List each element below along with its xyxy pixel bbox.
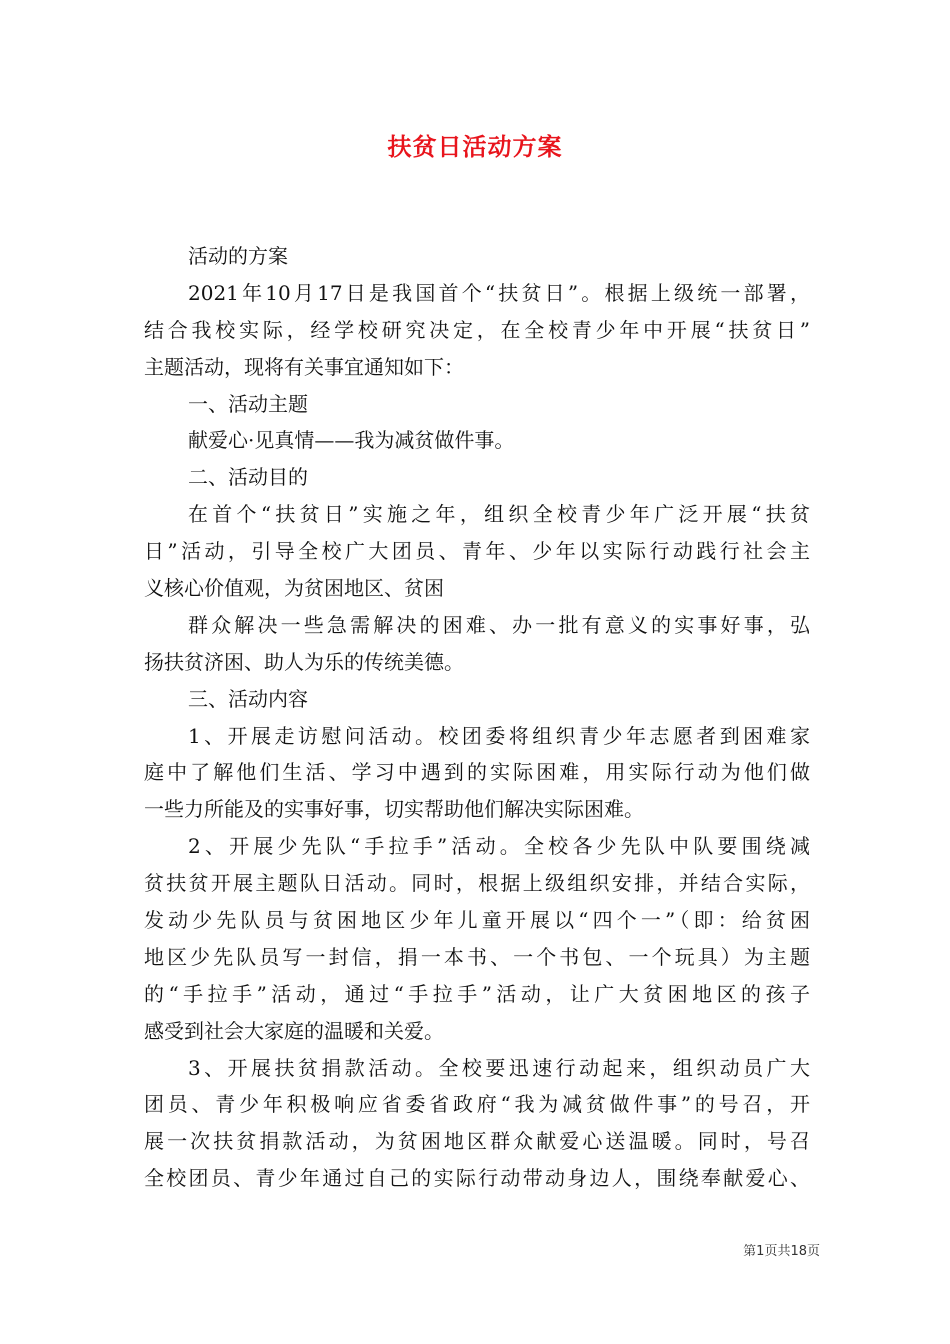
paragraph-line: 展一次扶贫捐款活动，为贫困地区群众献爱心送温暖。同时，号召: [144, 1129, 810, 1154]
paragraph-line: 义核心价值观，为贫困地区、贫困: [144, 576, 444, 601]
document-title: 扶贫日活动方案: [387, 132, 563, 161]
paragraph-line: 团员、青少年积极响应省委省政府“我为减贫做件事”的号召，开: [144, 1092, 810, 1117]
paragraph-line: 活动的方案: [188, 244, 288, 268]
paragraph-line: 庭中了解他们生活、学习中遇到的实际困难，用实际行动为他们做: [144, 760, 810, 785]
paragraph-line: 三、活动内容: [188, 686, 308, 711]
paragraph-line: 二、活动目的: [188, 465, 308, 490]
paragraph-line: 献爱心·见真情——我为减贫做件事。: [188, 428, 515, 453]
paragraph-line: 的“手拉手”活动，通过“手拉手”活动，让广大贫困地区的孩子: [144, 981, 810, 1006]
paragraph-line: 扬扶贫济困、助人为乐的传统美德。: [144, 649, 464, 674]
paragraph-line: 结合我校实际，经学校研究决定，在全校青少年中开展“扶贫日”: [144, 317, 810, 342]
paragraph-line: 全校团员、青少年通过自己的实际行动带动身边人，围绕奉献爱心、: [144, 1166, 810, 1191]
paragraph-line: 日”活动，引导全校广大团员、青年、少年以实际行动践行社会主: [144, 539, 810, 564]
paragraph-line: 2021年10月17日是我国首个“扶贫日”。根据上级统一部署，: [188, 280, 810, 305]
document-body: [144, 238, 810, 1197]
paragraph-line: 主题活动，现将有关事宜通知如下：: [144, 354, 464, 379]
paragraph-line: 3、开展扶贫捐款活动。全校要迅速行动起来，组织动员广大: [188, 1055, 810, 1080]
paragraph-line: 一些力所能及的实事好事，切实帮助他们解决实际困难。: [144, 797, 644, 822]
paragraph-line: 发动少先队员与贫困地区少年儿童开展以“四个一”（即：给贫困: [144, 908, 810, 933]
paragraph-line: 地区少先队员写一封信，捐一本书、一个书包、一个玩具）为主题: [144, 944, 810, 969]
paragraph-line: 在首个“扶贫日”实施之年，组织全校青少年广泛开展“扶贫: [188, 502, 810, 527]
paragraph-line: 一、活动主题: [188, 391, 308, 416]
page-indicator: 第1页共18页: [743, 1244, 820, 1259]
paragraph-line: 2、开展少先队“手拉手”活动。全校各少先队中队要围绕减: [188, 834, 810, 859]
paragraph-line: 1、开展走访慰问活动。校团委将组织青少年志愿者到困难家: [188, 723, 810, 748]
paragraph-line: 群众解决一些急需解决的困难、办一批有意义的实事好事，弘: [188, 612, 810, 637]
paragraph-line: 感受到社会大家庭的温暖和关爱。: [144, 1018, 444, 1043]
paragraph-line: 贫扶贫开展主题队日活动。同时，根据上级组织安排，并结合实际，: [144, 871, 810, 896]
